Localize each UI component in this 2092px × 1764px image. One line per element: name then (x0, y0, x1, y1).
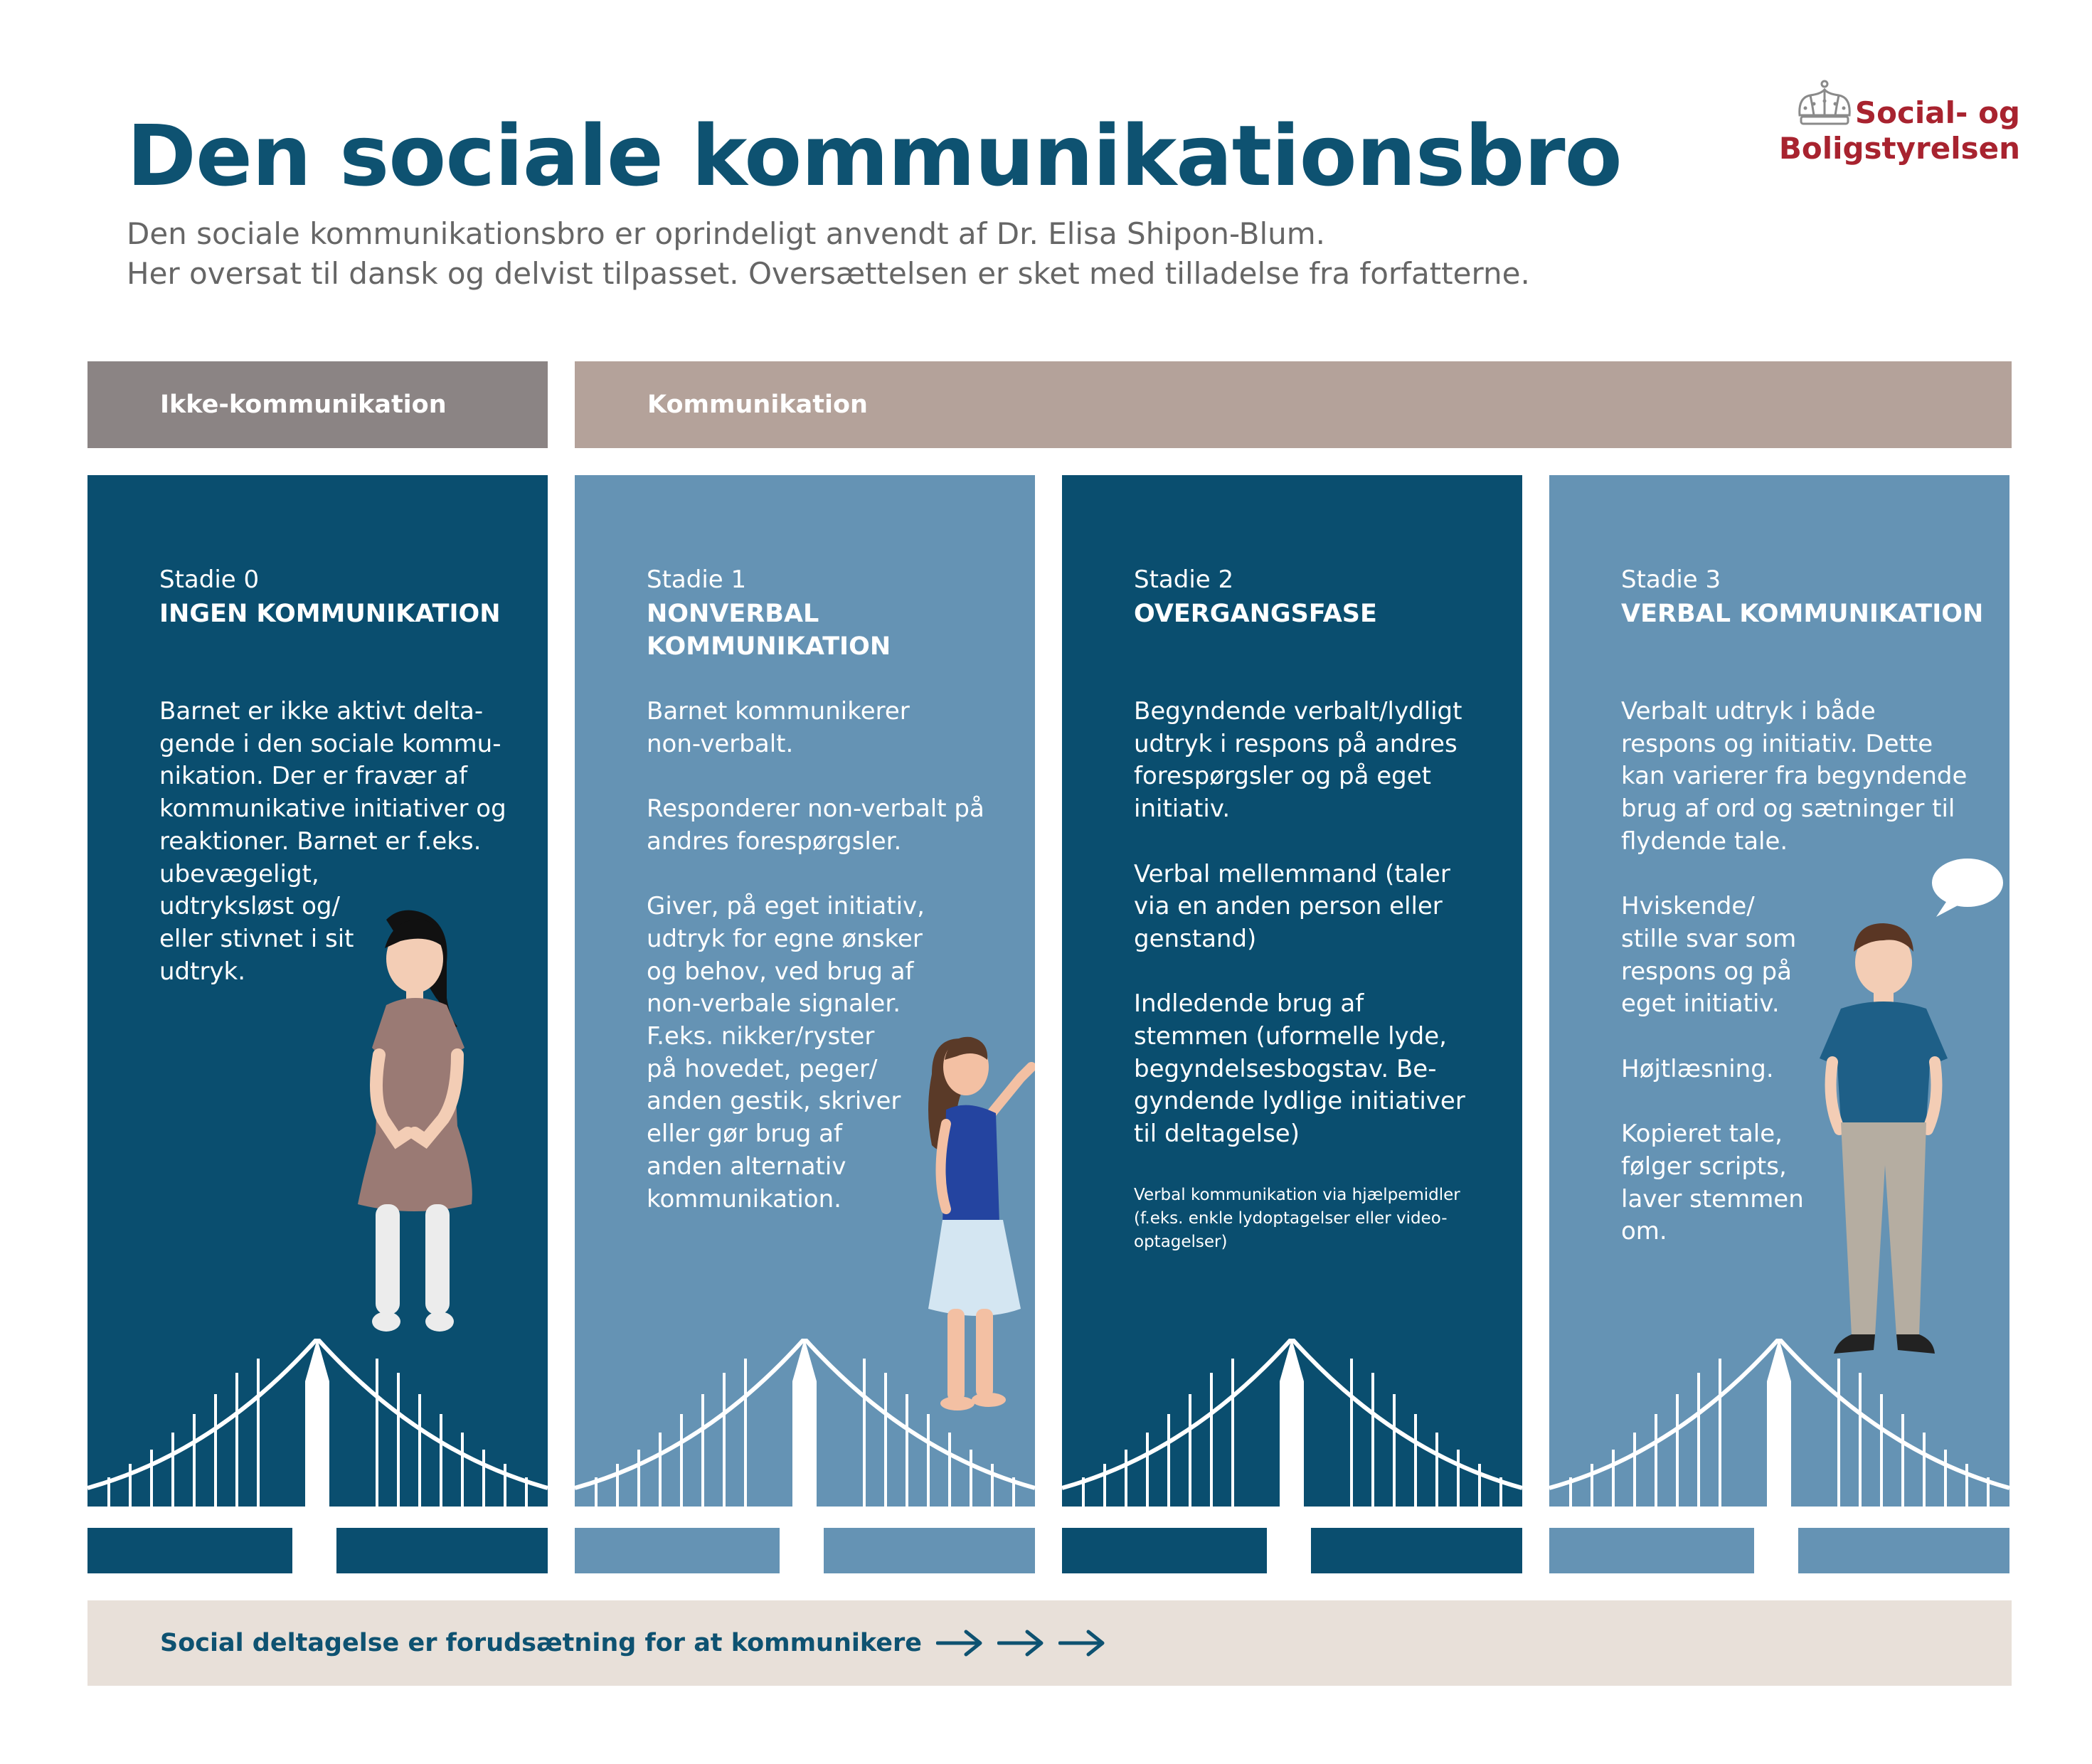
stage-2-column (1062, 475, 1522, 1573)
category-kommunikation (575, 361, 2012, 448)
stage-title: NONVERBAL KOMMUNIKATION (647, 600, 891, 661)
stage-label: Stadie 0 (159, 565, 260, 594)
description-paragraph: Indledende brug af stemmen (uformelle lyde, begyndelsesbogstav. Be- gyndende lydlige initiativer til deltagelse) (1134, 989, 1465, 1149)
bridge-illustration (575, 1339, 1035, 1573)
bridge-illustration (1062, 1339, 1522, 1573)
stage-0-column (87, 475, 548, 1573)
logo-line-1: Social- og (1854, 95, 2020, 130)
stage-label: Stadie 3 (1621, 565, 1721, 594)
subtitle-line-1: Den sociale kommunikationsbro er oprindeligt anvendt af Dr. Elisa Shipon-Blum. (127, 216, 1326, 251)
bridge-illustration (1549, 1339, 2009, 1573)
arrow-right-icon (936, 1629, 983, 1657)
description-paragraph: Barnet kommunikerer non-verbalt. (647, 697, 910, 758)
stage-label: Stadie 1 (647, 565, 747, 594)
page-title: Den sociale kommunikationsbro (127, 107, 1622, 205)
stage-title: INGEN KOMMUNIKATION (159, 600, 501, 628)
description-paragraph: Responderer non-verbalt på andres forespørgsler. (647, 795, 984, 856)
arrow-right-icon (1058, 1629, 1105, 1657)
description-paragraph: Verbalt udtryk i både respons og initiativ. Dette kan varierer fra begyndende brug af ord og sætninger til flydende tale. (1621, 697, 1968, 856)
stage-description (1134, 696, 1504, 1286)
description-paragraph: Begyndende verbalt/lydligt udtryk i respons på andres forespørgsler og på eget initiativ. (1134, 697, 1462, 824)
logo-line-2: Boligstyrelsen (1778, 131, 2020, 166)
category-label: Ikke-kommunikation (160, 390, 447, 419)
boy-standing-illustration (1812, 909, 1955, 1364)
subtitle-line-2: Her oversat til dansk og delvist tilpasset. Oversættelsen er sket med tilladelse fra forfatterne. (127, 256, 1530, 291)
description-note: Verbal kommunikation via hjælpemidler (f.eks. enkle lydoptagelser eller video- optagelser) (1134, 1185, 1460, 1251)
category-ikke-kommunikation (87, 361, 548, 448)
stage-title: VERBAL KOMMUNIKATION (1621, 600, 1984, 628)
description-paragraph: Giver, på eget initiativ, udtryk for egne ønsker og behov, ved brug af non-verbale signaler. F.eks. nikker/ryster på hovedet, peger/ anden gestik, skriver eller gør brug af anden alternativ kommunikation. (647, 892, 925, 1213)
logo (1778, 80, 2020, 172)
girl-standing-illustration (358, 905, 500, 1346)
bridge-illustration (87, 1339, 548, 1573)
description-paragraph: Højtlæsning. (1621, 1054, 1774, 1083)
logo-text (1779, 95, 2020, 166)
description-paragraph: Verbal mellemmand (taler via en anden person eller genstand) (1134, 859, 1450, 953)
stage-1-column (575, 475, 1035, 1573)
stage-3-column (1549, 475, 2009, 1573)
stage-title: OVERGANGSFASE (1134, 600, 1377, 628)
description-paragraph: Kopieret tale, følger scripts, laver stemmen om. (1621, 1120, 1804, 1246)
stage-label: Stadie 2 (1134, 565, 1234, 594)
footer-text: Social deltagelse er forudsætning for at kommunikere (160, 1629, 922, 1657)
footer-banner (87, 1600, 2012, 1686)
arrow-right-icon (997, 1629, 1044, 1657)
category-label: Kommunikation (647, 390, 868, 419)
footer-arrows (936, 1629, 1105, 1657)
description-paragraph: Barnet er ikke aktivt delta- gende i den sociale kommu- nikation. Der er fravær af kommunikative initiativer og reaktioner. Barnet er f.eks. ubevægeligt, udtryksløst og/ eller stivnet i sit udtryk. (159, 697, 506, 986)
description-paragraph: Hviskende/ stille svar som respons og på eget initiativ. (1621, 892, 1797, 1019)
